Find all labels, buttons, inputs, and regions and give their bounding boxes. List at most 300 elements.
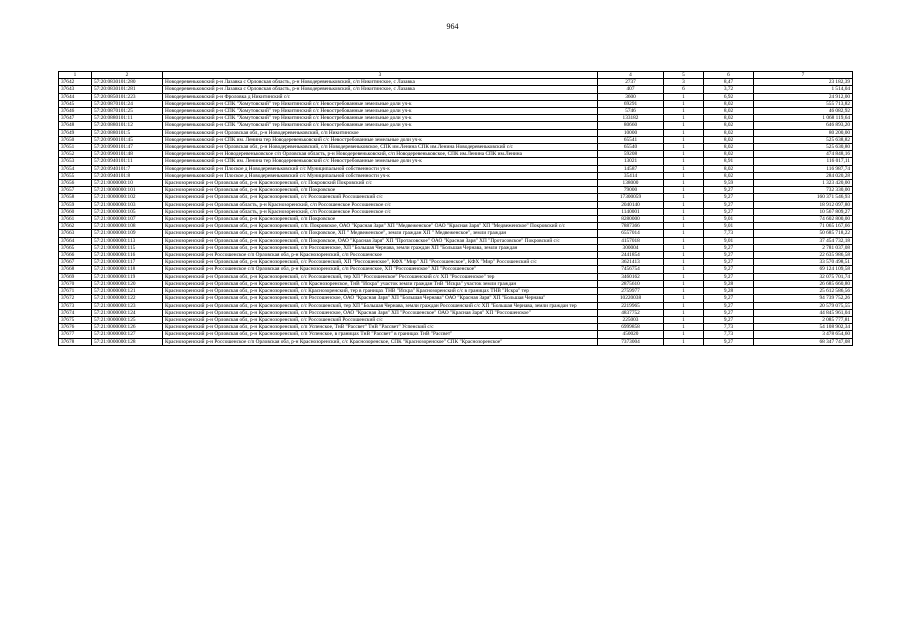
address-cell: Краснозоренский р-н Орловская обл, р-н Краснозоренский, с/п Успенское, ТнВ "Рассвет" ТнВ "Рассвет" Успенский с/с <box>163 324 598 331</box>
address-cell: Краснозоренский р-н Орловская область, р-н Краснозоренский, с/п Россошенское Россошенское с/с <box>163 201 598 208</box>
cadastral-number-cell: 57:21:0000000:127 <box>92 331 163 338</box>
value-cell: 284 020,28 <box>754 172 853 179</box>
table-row <box>59 187 853 194</box>
rate-cell: 9,01 <box>704 223 754 230</box>
rate-cell: 8,02 <box>704 100 754 107</box>
row-id-cell: 37672 <box>59 295 92 302</box>
area-cell: 133182 <box>598 115 664 122</box>
row-id-cell: 37643 <box>59 86 92 93</box>
value-cell: 646 893,20 <box>754 122 853 129</box>
value-cell: 10 567 809,27 <box>754 208 853 215</box>
table-row <box>59 309 853 316</box>
table-row <box>59 172 853 179</box>
rate-cell: 9,59 <box>704 180 754 187</box>
cadastral-number-cell: 57:21:0000000:103 <box>92 201 163 208</box>
count-cell: 1 <box>664 266 704 273</box>
count-cell: 1 <box>664 223 704 230</box>
cadastral-number-cell: 57:21:0000000:123 <box>92 302 163 309</box>
cadastral-number-cell: 57:20:0940101:11 <box>92 158 163 165</box>
area-cell: 79000 <box>598 187 664 194</box>
value-cell: 525 638,82 <box>754 136 853 143</box>
area-cell: 13021 <box>598 158 664 165</box>
table-row <box>59 273 853 280</box>
count-cell: 1 <box>664 151 704 158</box>
rate-cell: 8,02 <box>704 165 754 172</box>
rate-cell: 8,02 <box>704 151 754 158</box>
value-cell: 116 987,74 <box>754 165 853 172</box>
area-cell: 6999858 <box>598 324 664 331</box>
rate-cell: 9,27 <box>704 201 754 208</box>
rate-cell: 8,02 <box>704 122 754 129</box>
address-cell: Краснозоренский р-н Орловская обл, р-н Краснозоренский, с/с Покровский Покровский с/с <box>163 180 598 187</box>
address-cell: Краснозоренский р-н Россошенское с/п Орловская обл, р-н Краснозоренский, с/с Краснозоренское, СПК "Краснозоренское" СПК "Краснозоренское" <box>163 338 598 345</box>
area-cell: 5746 <box>598 108 664 115</box>
value-cell: 18 912 097,80 <box>754 201 853 208</box>
rate-cell: 9,27 <box>704 302 754 309</box>
value-cell: 80 200,00 <box>754 129 853 136</box>
count-cell: 1 <box>664 122 704 129</box>
row-id-cell: 37671 <box>59 288 92 295</box>
count-cell: 1 <box>664 295 704 302</box>
row-id-cell: 37645 <box>59 100 92 107</box>
area-cell: 10000 <box>598 129 664 136</box>
row-id-cell: 37669 <box>59 273 92 280</box>
cadastral-number-cell: 57:21:0000000:124 <box>92 309 163 316</box>
rate-cell: 8,02 <box>704 108 754 115</box>
rate-cell: 9,28 <box>704 280 754 287</box>
row-id-cell: 37664 <box>59 237 92 244</box>
cadastral-number-cell: 57:21:0000000:121 <box>92 288 163 295</box>
address-cell: Краснозоренский р-н Орловская область, р-н Краснозоренский, с/п Россошенское Россошенское с/с <box>163 208 598 215</box>
count-cell: 1 <box>664 244 704 251</box>
value-cell: 23 182,39 <box>754 79 853 86</box>
row-id-cell: 37652 <box>59 151 92 158</box>
row-id-cell: 37656 <box>59 180 92 187</box>
area-cell: 35414 <box>598 172 664 179</box>
area-cell: 3460162 <box>598 273 664 280</box>
col-header: 5 <box>664 72 704 79</box>
address-cell: Краснозоренский р-н Орловская обл, р-н Краснозоренский, с/с Россошенский, тер ХП "Большая Чернава, земли граждан Россошенский с/с ХП "Большая Чернава, земли граждан тер <box>163 302 598 309</box>
row-id-cell: 37668 <box>59 266 92 273</box>
value-cell: 116 017,11 <box>754 158 853 165</box>
table-row <box>59 93 853 100</box>
cadastral-number-cell: 57:21:0000000:128 <box>92 338 163 345</box>
area-cell: 80660 <box>598 122 664 129</box>
row-id-cell: 37675 <box>59 316 92 323</box>
count-cell: 1 <box>664 216 704 223</box>
address-cell: Краснозоренский р-н Орловская обл, р-н Краснозоренский, с/п Россошенское, ХП "Большая Чернава, земли граждан ХП "Большая Чернава, земли граждан <box>163 244 598 251</box>
rate-cell: 8,02 <box>704 144 754 151</box>
area-cell: 6557014 <box>598 230 664 237</box>
table-row <box>59 79 853 86</box>
row-id-cell: 37659 <box>59 201 92 208</box>
count-cell: 1 <box>664 194 704 201</box>
count-cell: 1 <box>664 230 704 237</box>
address-cell: Новодеревеньковский р-н Новодеревеньковское с/п Орловская область, р-н Новодеревеньковский, с/п Новодеревеньковское, СПК им.Ленина СПК им.Ленина <box>163 151 598 158</box>
rate-cell: 9,27 <box>704 316 754 323</box>
area-cell: 2875610 <box>598 280 664 287</box>
address-cell: Новодеревеньковский р-н СПК "Хомутовский" тер Никитинский с/с Невостребованные земельные доли уч-к <box>163 108 598 115</box>
rate-cell: 9,27 <box>704 266 754 273</box>
col-header: 7 <box>754 72 853 79</box>
rate-cell: 9,27 <box>704 187 754 194</box>
row-id-cell: 37666 <box>59 252 92 259</box>
rate-cell: 9,27 <box>704 309 754 316</box>
row-id-cell: 37660 <box>59 208 92 215</box>
address-cell: Краснозоренский р-н Орловская обл, р-н Краснозоренский, с/п Россошенское, ОАО "Красная Заря" ХП "Россошенское" ОАО "Красная Заря" ХП "Россошенское" <box>163 309 598 316</box>
cadastral-number-cell: 57:21:0000000:116 <box>92 252 163 259</box>
area-cell: 59208 <box>598 151 664 158</box>
count-cell: 1 <box>664 208 704 215</box>
row-id-cell: 37649 <box>59 129 92 136</box>
count-cell: 1 <box>664 338 704 345</box>
header-row <box>59 72 853 79</box>
col-header: 4 <box>598 72 664 79</box>
count-cell: 1 <box>664 144 704 151</box>
table-row <box>59 208 853 215</box>
address-cell: Новодеревеньковский р-н Лазавка с Орловская область, р-н Новодеревеньковский, с/п Никитинское, с Лазавка <box>163 79 598 86</box>
area-cell: 17300059 <box>598 194 664 201</box>
value-cell: 54 108 902,34 <box>754 324 853 331</box>
row-id-cell: 37648 <box>59 122 92 129</box>
table-row <box>59 165 853 172</box>
count-cell: 1 <box>664 237 704 244</box>
cadastral-number-cell: 57:20:0830101:281 <box>92 86 163 93</box>
cadastral-number-cell: 57:21:0000000:120 <box>92 280 163 287</box>
area-cell: 450020 <box>598 331 664 338</box>
count-cell: 1 <box>664 158 704 165</box>
area-cell: 14587 <box>598 165 664 172</box>
rate-cell: 3,72 <box>704 86 754 93</box>
address-cell: Краснозоренский р-н Орловская обл, р-н Краснозоренский, с/п Краснозоренское, ТнВ "Искра" участок земли граждан ТнВ "Искра" участок земли граждан <box>163 280 598 287</box>
rate-cell: 9,28 <box>704 288 754 295</box>
table-row <box>59 324 853 331</box>
table-row <box>59 244 853 251</box>
cadastral-number-cell: 57:21:0000000:108 <box>92 223 163 230</box>
area-cell: 8280000 <box>598 216 664 223</box>
count-cell: 1 <box>664 115 704 122</box>
rate-cell: 9,27 <box>704 208 754 215</box>
value-cell: 44 845 961,04 <box>754 309 853 316</box>
value-cell: 74 602 800,00 <box>754 216 853 223</box>
table-row <box>59 230 853 237</box>
table-body <box>59 79 853 346</box>
count-cell: 1 <box>664 331 704 338</box>
cadastral-number-cell: 57:21:0000000:115 <box>92 244 163 251</box>
table-row <box>59 237 853 244</box>
rate-cell: 8,91 <box>704 158 754 165</box>
address-cell: Новодеревеньковский р-н СПК "Хомутовский" тер Никитинский с/с Невостребованные земельные доли уч-к <box>163 115 598 122</box>
cadastral-number-cell: 57:20:0880101:5 <box>92 129 163 136</box>
count-cell: 1 <box>664 129 704 136</box>
value-cell: 20 579 075,55 <box>754 302 853 309</box>
rate-cell: 7,73 <box>704 230 754 237</box>
table-row <box>59 316 853 323</box>
table-row <box>59 295 853 302</box>
count-cell: 1 <box>664 252 704 259</box>
value-cell: 3 478 654,60 <box>754 331 853 338</box>
count-cell: 1 <box>664 100 704 107</box>
row-id-cell: 37655 <box>59 172 92 179</box>
rate-cell: 9,27 <box>704 259 754 266</box>
address-cell: Краснозоренский р-н Орловская обл, р-н Краснозоренский, с/п. Покровское, ОАО "Красная Заря" ХП "Медвеженское" ОАО "Красная Заря" ХП "Медвеженское" Покровский с/с <box>163 223 598 230</box>
col-header: 1 <box>59 72 92 79</box>
area-cell: 3621413 <box>598 259 664 266</box>
page-number: 964 <box>446 22 459 31</box>
address-cell: Краснозоренский р-н Орловская обл, р-н Краснозоренский, с/с Россошенский Россошенский с/с <box>163 194 598 201</box>
value-cell: 1 068 119,64 <box>754 115 853 122</box>
count-cell: 1 <box>664 180 704 187</box>
area-cell: 3600 <box>598 93 664 100</box>
value-cell: 71 065 167,66 <box>754 223 853 230</box>
address-cell: Новодеревеньковский р-н СПК "Хомутовский" тер Никитинский с/с Невостребованные земельные доли уч-к <box>163 100 598 107</box>
area-cell: 69291 <box>598 100 664 107</box>
address-cell: Краснозоренский р-н Орловская обл, р-н Краснозоренский, с/п Покровское <box>163 216 598 223</box>
table-row <box>59 259 853 266</box>
row-id-cell: 37657 <box>59 187 92 194</box>
table-row <box>59 151 853 158</box>
count-cell: 1 <box>664 316 704 323</box>
row-id-cell: 37653 <box>59 158 92 165</box>
col-header: 2 <box>92 72 163 79</box>
table-row <box>59 288 853 295</box>
cadastral-number-cell: 57:21:0000000:126 <box>92 324 163 331</box>
table-row <box>59 252 853 259</box>
address-cell: Краснозоренский р-н Орловская обл, р-н Краснозоренский, с/с Россошенский, ХП "Россошенское", КФХ "Мир" ХП "Россошенское", КФХ "Мир" Россошенский с/с <box>163 259 598 266</box>
cadastral-table <box>58 71 853 346</box>
address-cell: Новодеревеньковский р-н Лазавка с Орловская область, р-н Новодеревеньковский, с/п Никитинское, с Лазавка <box>163 86 598 93</box>
area-cell: 300004 <box>598 244 664 251</box>
table-row <box>59 158 853 165</box>
row-id-cell: 37673 <box>59 302 92 309</box>
area-cell: 2441854 <box>598 252 664 259</box>
rate-cell: 9,27 <box>704 194 754 201</box>
area-cell: 225003 <box>598 316 664 323</box>
row-id-cell: 37676 <box>59 324 92 331</box>
address-cell: Новодеревеньковский р-н Орловская обл, р-н Новодеревеньковский, с/п Никитинское <box>163 129 598 136</box>
table-row <box>59 194 853 201</box>
row-id-cell: 37658 <box>59 194 92 201</box>
row-id-cell: 37674 <box>59 309 92 316</box>
rate-cell: 9,27 <box>704 295 754 302</box>
table-row <box>59 100 853 107</box>
count-cell: 3 <box>664 79 704 86</box>
table-row <box>59 216 853 223</box>
cadastral-number-cell: 57:20:0900101:45 <box>92 136 163 143</box>
area-cell: 4157018 <box>598 237 664 244</box>
count-cell: 1 <box>664 259 704 266</box>
cadastral-number-cell: 57:21:0000000:10 <box>92 180 163 187</box>
value-cell: 525 630,80 <box>754 144 853 151</box>
area-cell: 65540 <box>598 144 664 151</box>
count-cell: 1 <box>664 108 704 115</box>
count-cell: 1 <box>664 273 704 280</box>
address-cell: Новодеревеньковский р-н СПК им. Ленина тер Новодеревеньковский с/с Невостребованные земельные доли уч-к <box>163 136 598 143</box>
count-cell: 1 <box>664 93 704 100</box>
value-cell: 68 347 747,08 <box>754 338 853 345</box>
value-cell: 474 848,16 <box>754 151 853 158</box>
cadastral-number-cell: 57:20:0880101:12 <box>92 122 163 129</box>
value-cell: 732 330,00 <box>754 187 853 194</box>
rate-cell: 9,27 <box>704 273 754 280</box>
row-id-cell: 37650 <box>59 136 92 143</box>
cadastral-number-cell: 57:21:0000000:102 <box>92 194 163 201</box>
rate-cell: 9,01 <box>704 237 754 244</box>
row-id-cell: 37644 <box>59 93 92 100</box>
area-cell: 7373004 <box>598 338 664 345</box>
cadastral-number-cell: 57:21:0000000:105 <box>92 208 163 215</box>
count-cell: 1 <box>664 201 704 208</box>
rate-cell: 8,02 <box>704 172 754 179</box>
value-cell: 46 082,92 <box>754 108 853 115</box>
cadastral-number-cell: 57:20:0870101:24 <box>92 100 163 107</box>
table-row <box>59 338 853 345</box>
table-row <box>59 136 853 143</box>
cadastral-number-cell: 57:21:0000000:113 <box>92 237 163 244</box>
cadastral-number-cell: 57:21:0000000:117 <box>92 259 163 266</box>
rate-cell: 8,47 <box>704 79 754 86</box>
count-cell: 1 <box>664 136 704 143</box>
cadastral-number-cell: 57:20:0850101:223 <box>92 93 163 100</box>
address-cell: Краснозоренский р-н Орловская обл, р-н Краснозоренский, с/с Россошенский, тер ХП "Россошенское" Россошенский с/с ХП "Россошенское" тер <box>163 273 598 280</box>
table-row <box>59 108 853 115</box>
row-id-cell: 37670 <box>59 280 92 287</box>
address-cell: Краснозоренский р-н Орловская обл, р-н Краснозоренский, с/п Россошенское, ОАО "Красная Заря" ХП "Большая Чернава" ОАО "Красная Заря" ХП "Большая Чернава" <box>163 295 598 302</box>
address-cell: Новодеревеньковский р-н Фроловка д Никитинский с/с <box>163 93 598 100</box>
value-cell: 37 454 732,18 <box>754 237 853 244</box>
row-id-cell: 37654 <box>59 165 92 172</box>
table-row <box>59 144 853 151</box>
area-cell: 1140001 <box>598 208 664 215</box>
cadastral-number-cell: 57:20:0900101:48 <box>92 151 163 158</box>
value-cell: 33 570 498,51 <box>754 259 853 266</box>
area-cell: 2219965 <box>598 302 664 309</box>
cadastral-number-cell: 57:21:0000000:101 <box>92 187 163 194</box>
rate-cell: 8,02 <box>704 136 754 143</box>
address-cell: Новодеревеньковский р-н Плоское д Новодеревеньковский с/с Муниципальной собственности уч-к <box>163 165 598 172</box>
address-cell: Новодеревеньковский р-н СПК "Хомутовский" тер Никитинский с/с Невостребованные земельные доли уч-к <box>163 122 598 129</box>
cadastral-number-cell: 57:21:0000000:122 <box>92 295 163 302</box>
count-cell: 6 <box>664 86 704 93</box>
table-row <box>59 302 853 309</box>
count-cell: 1 <box>664 302 704 309</box>
rate-cell: 8,02 <box>704 129 754 136</box>
value-cell: 1 514,04 <box>754 86 853 93</box>
col-header: 6 <box>704 72 754 79</box>
area-cell: 7887366 <box>598 223 664 230</box>
row-id-cell: 37678 <box>59 338 92 345</box>
cadastral-number-cell: 57:20:0880101:11 <box>92 115 163 122</box>
cadastral-number-cell: 57:21:0000000:109 <box>92 230 163 237</box>
rate-cell: 8,02 <box>704 115 754 122</box>
table-row <box>59 201 853 208</box>
address-cell: Новодеревеньковский р-н Орловская обл, р-н Новодеревеньковский, с/п Новодеревеньковское, СПК им.Ленина СПК им.Ленина Новодеревеньковский с/с <box>163 144 598 151</box>
value-cell: 24 912,00 <box>754 93 853 100</box>
value-cell: 50 685 718,22 <box>754 230 853 237</box>
cadastral-number-cell: 57:20:0830101:280 <box>92 79 163 86</box>
table-row <box>59 122 853 129</box>
count-cell: 1 <box>664 309 704 316</box>
table-row <box>59 223 853 230</box>
cadastral-number-cell: 57:20:0870101:25 <box>92 108 163 115</box>
col-header: 3 <box>163 72 598 79</box>
rate-cell: 7,73 <box>704 331 754 338</box>
value-cell: 25 612 586,56 <box>754 288 853 295</box>
table-row <box>59 266 853 273</box>
address-cell: Краснозоренский р-н Орловская обл, р-н Краснозоренский, с/с Краснозоренский, тер в границах ТНВ "Искра" Краснозоренский с/с в границах ТНВ "Искра" тер <box>163 288 598 295</box>
value-cell: 1 323 420,00 <box>754 180 853 187</box>
count-cell: 1 <box>664 324 704 331</box>
rate-cell: 9,27 <box>704 338 754 345</box>
area-cell: 7456754 <box>598 266 664 273</box>
cadastral-number-cell: 57:21:0000000:118 <box>92 266 163 273</box>
address-cell: Краснозоренский р-н Орловская обл, р-н Краснозоренский, с/п Покровское <box>163 187 598 194</box>
row-id-cell: 37667 <box>59 259 92 266</box>
row-id-cell: 37677 <box>59 331 92 338</box>
table-row <box>59 180 853 187</box>
value-cell: 555 713,82 <box>754 100 853 107</box>
area-cell: 2737 <box>598 79 664 86</box>
count-cell: 1 <box>664 165 704 172</box>
cadastral-number-cell: 57:21:0000000:125 <box>92 316 163 323</box>
area-cell: 2759977 <box>598 288 664 295</box>
row-id-cell: 37663 <box>59 230 92 237</box>
value-cell: 2 781 037,08 <box>754 244 853 251</box>
row-id-cell: 37661 <box>59 216 92 223</box>
value-cell: 160 371 546,93 <box>754 194 853 201</box>
value-cell: 26 685 660,80 <box>754 280 853 287</box>
area-cell: 407 <box>598 86 664 93</box>
row-id-cell: 37646 <box>59 108 92 115</box>
row-id-cell: 37665 <box>59 244 92 251</box>
value-cell: 2 085 777,81 <box>754 316 853 323</box>
area-cell: 2040140 <box>598 201 664 208</box>
row-id-cell: 37662 <box>59 223 92 230</box>
address-cell: Краснозоренский р-н Орловская обл, р-н Краснозоренский, с/п Покровское, ХП " Медвеженское", земли граждан ХП " Медвеженское", земли граждан <box>163 230 598 237</box>
table-row <box>59 129 853 136</box>
value-cell: 22 635 986,58 <box>754 252 853 259</box>
table-row <box>59 86 853 93</box>
rate-cell: 7,73 <box>704 324 754 331</box>
value-cell: 94 739 752,26 <box>754 295 853 302</box>
value-cell: 69 124 109,58 <box>754 266 853 273</box>
cadastral-number-cell: 57:20:0900101:47 <box>92 144 163 151</box>
row-id-cell: 37642 <box>59 79 92 86</box>
address-cell: Новодеревеньковский р-н СПК им. Ленина тер Новодеревеньковский с/с Невостребованные земельные доли уч-к <box>163 158 598 165</box>
row-id-cell: 37651 <box>59 144 92 151</box>
address-cell: Краснозоренский р-н Орловская обл, р-н Краснозоренский, с/с Россошенский Россошенский с/с <box>163 316 598 323</box>
area-cell: 138000 <box>598 180 664 187</box>
value-cell: 32 075 701,74 <box>754 273 853 280</box>
address-cell: Новодеревеньковский р-н Плоское д Новодеревеньковский с/с Муниципальной собственности уч-к <box>163 172 598 179</box>
cadastral-number-cell: 57:21:0000000:107 <box>92 216 163 223</box>
cadastral-number-cell: 57:20:0940101:8 <box>92 172 163 179</box>
address-cell: Краснозоренский р-н Орловская обл, р-н Краснозоренский, с/п Покровское, ОАО "Красная Заря" ХП "Протасовское" ОАО "Красная Заря" ХП "Протасовское" Покровский с/с <box>163 237 598 244</box>
rate-cell: 6,92 <box>704 93 754 100</box>
count-cell: 1 <box>664 172 704 179</box>
address-cell: Краснозоренский р-н Россошенское с/п Орловская обл, р-н Краснозоренский, с/п Россошенское <box>163 252 598 259</box>
count-cell: 1 <box>664 288 704 295</box>
rate-cell: 9,27 <box>704 252 754 259</box>
area-cell: 10220038 <box>598 295 664 302</box>
cadastral-number-cell: 57:21:0000000:119 <box>92 273 163 280</box>
table-row <box>59 331 853 338</box>
address-cell: Краснозоренский р-н Россошенское с/п Орловская обл, р-н Краснозоренский, с/п Россошенское, ХП "Россошенское" ХП "Россошенское" <box>163 266 598 273</box>
table-row <box>59 115 853 122</box>
count-cell: 1 <box>664 187 704 194</box>
address-cell: Краснозоренский р-н Орловская обл, р-н Краснозоренский, с/п Успенское, в границах ТнВ "Рассвет" в границах ТнВ "Рассвет" <box>163 331 598 338</box>
table-row <box>59 280 853 287</box>
